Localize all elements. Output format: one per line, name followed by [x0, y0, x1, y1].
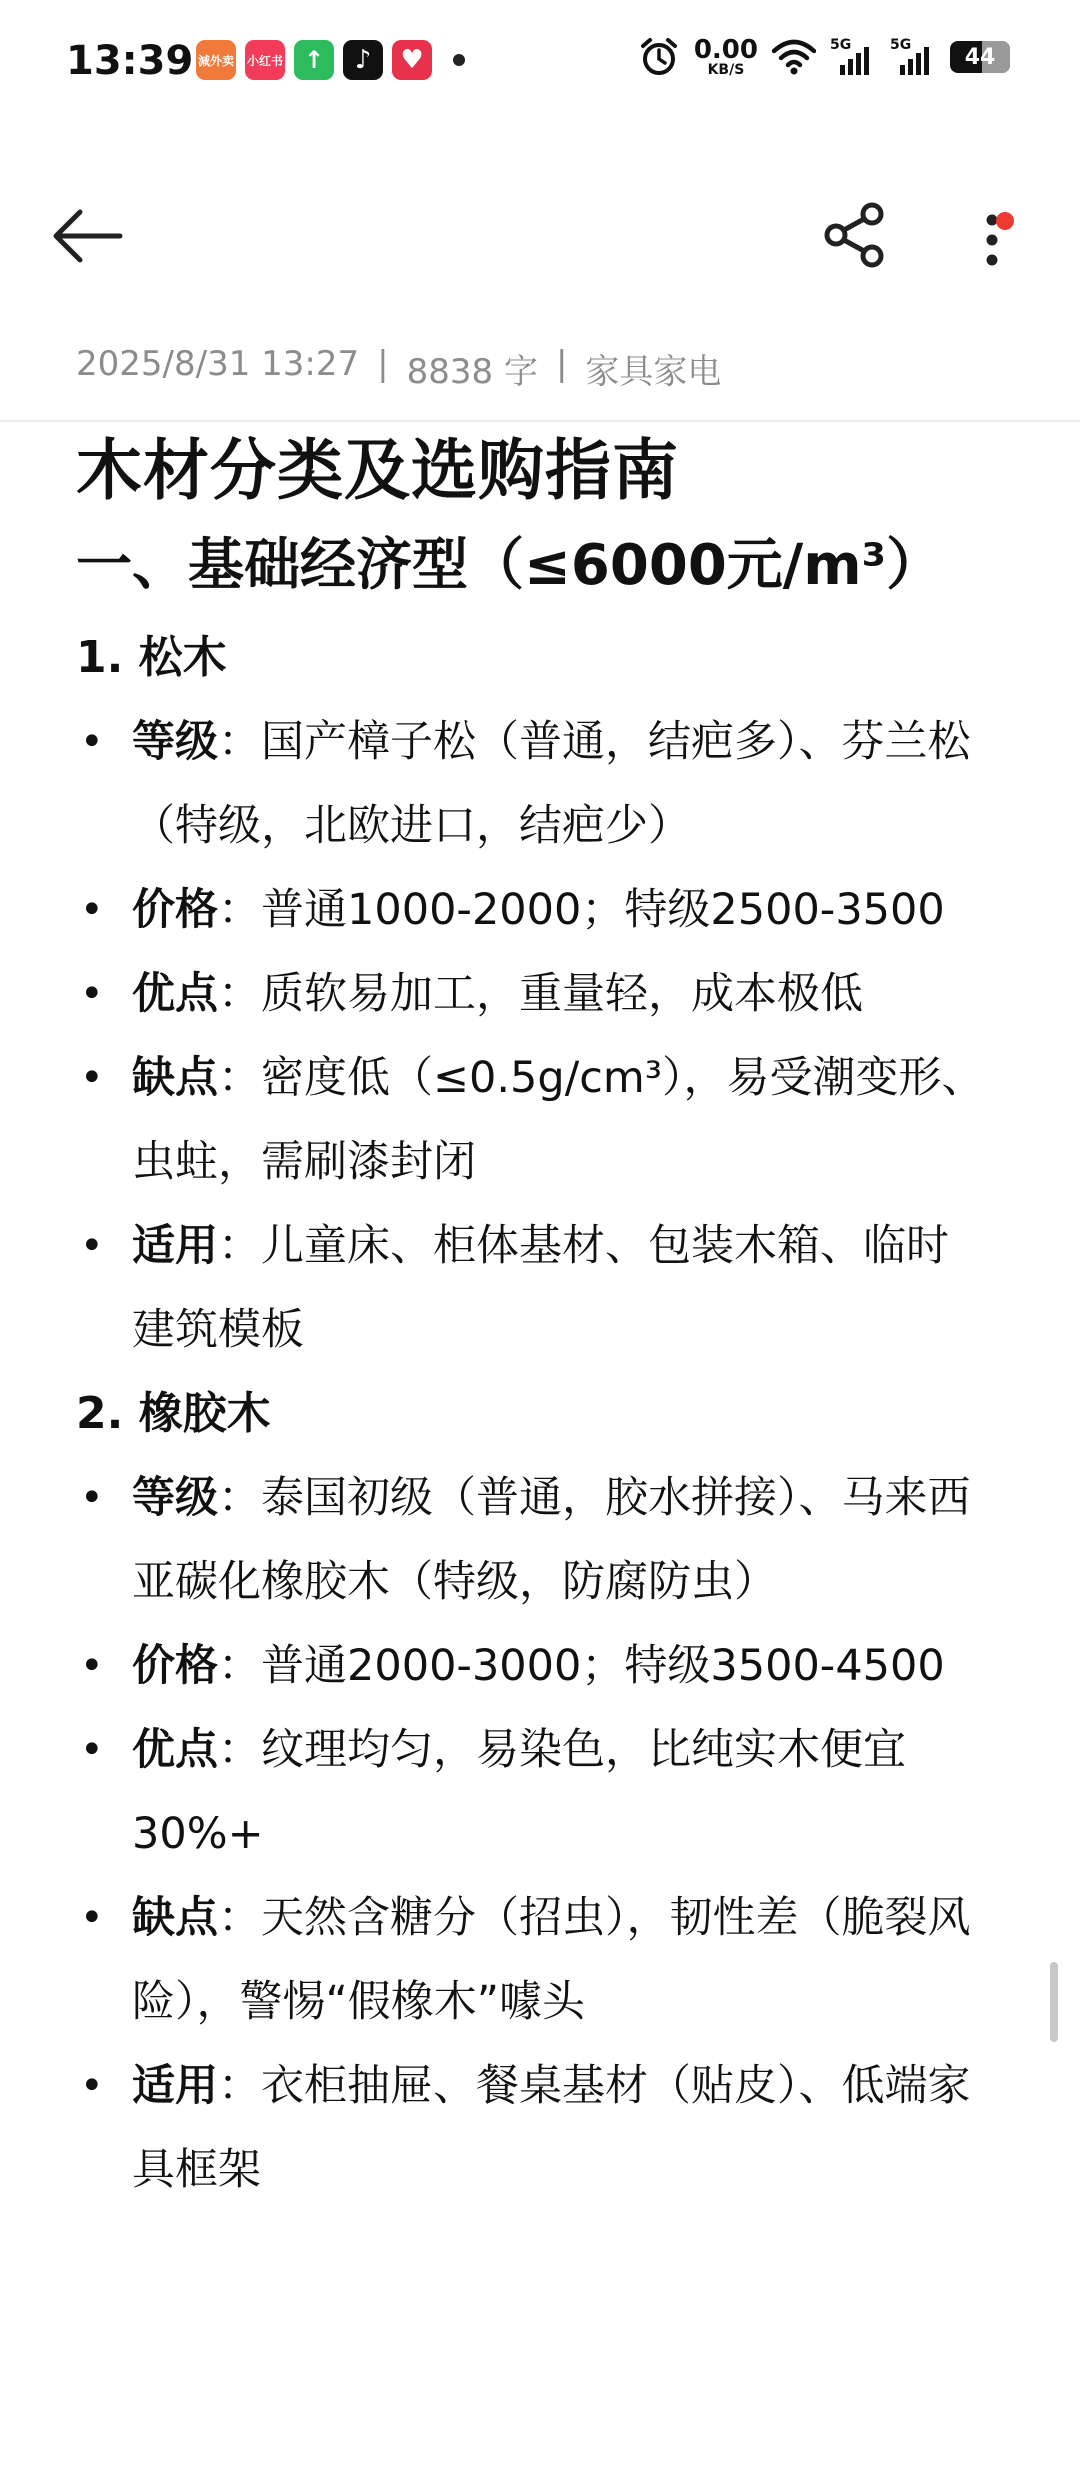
list-item: • 缺点：密度低（≤0.5g/cm³），易受潮变形、虫蛀，需刷漆封闭 — [80, 1053, 985, 1187]
list-item: • 优点：质软易加工，重量轻，成本极低 — [80, 969, 863, 1019]
list-item: • 优点：纹理均匀，易染色，比纯实木便宜30%+ — [80, 1725, 906, 1859]
list-item: • 适用：衣柜抽屉、餐桌基材（贴皮）、低端家具框架 — [80, 2061, 971, 2195]
takeout-app-icon: 減外卖 — [196, 40, 236, 80]
share-icon — [820, 200, 890, 270]
signal-5g-icon-2: 5G — [890, 37, 936, 77]
article-body[interactable] — [76, 420, 986, 2212]
more-vertical-icon — [962, 198, 1022, 272]
status-indicators — [638, 36, 1010, 78]
top-toolbar — [0, 180, 1080, 290]
list-item: • 价格：普通2000-3000；特级3500-4500 — [80, 1641, 945, 1691]
back-arrow-icon — [48, 204, 128, 268]
signal-5g-icon: 5G — [830, 37, 876, 77]
article-category[interactable]: 家具家电 — [585, 352, 722, 392]
article-title: 木材分类及选购指南 — [76, 432, 679, 509]
battery-icon: 44 — [950, 41, 1010, 73]
more-notifications-dot — [453, 54, 465, 66]
xiaohongshu-app-icon: 小红书 — [245, 40, 285, 80]
scrollbar[interactable] — [1050, 1962, 1058, 2042]
word-count: 8838 字 — [406, 352, 538, 392]
meta-separator: | — [377, 344, 389, 384]
list-item: • 适用：儿童床、柜体基材、包装木箱、临时建筑模板 — [80, 1221, 949, 1355]
article-date: 2025/8/31 13:27 — [76, 344, 360, 384]
article-meta — [76, 344, 721, 393]
tiktok-app-icon: ♪ — [343, 40, 383, 80]
notification-app-icons — [196, 40, 465, 80]
meta-separator: | — [555, 344, 568, 384]
rubberwood-details-list — [76, 1456, 986, 2212]
wifi-icon — [772, 39, 816, 75]
share-button[interactable] — [820, 200, 890, 270]
subsection-heading-pine: 1. 松木 — [76, 632, 227, 683]
list-item: • 等级：泰国初级（普通，胶水拼接）、马来西亚碳化橡胶木（特级，防腐防虫） — [80, 1473, 971, 1607]
status-time: 13:39 — [66, 38, 194, 84]
heart-app-icon: ♥ — [392, 40, 432, 80]
network-speed: 0.00 KB/S — [693, 34, 758, 78]
alarm-icon — [638, 36, 680, 78]
list-item: • 缺点：天然含糖分（招虫），韧性差（脆裂风险），警惕“假橡木”噱头 — [80, 1893, 971, 2027]
list-item: • 价格：普通1000-2000；特级2500-3500 — [80, 885, 945, 935]
more-options-button[interactable] — [962, 198, 1022, 272]
upload-app-icon: ↑ — [294, 40, 334, 80]
section-heading: 一、基础经济型（≤6000元/m³） — [76, 533, 943, 598]
pine-details-list — [76, 700, 986, 1372]
back-button[interactable] — [48, 204, 128, 268]
notification-dot — [996, 212, 1014, 230]
subsection-heading-rubberwood: 2. 橡胶木 — [76, 1388, 271, 1439]
list-item: • 等级：国产樟子松（普通，结疤多）、芬兰松（特级，北欧进口，结疤少） — [80, 717, 971, 851]
status-bar — [0, 0, 1080, 125]
